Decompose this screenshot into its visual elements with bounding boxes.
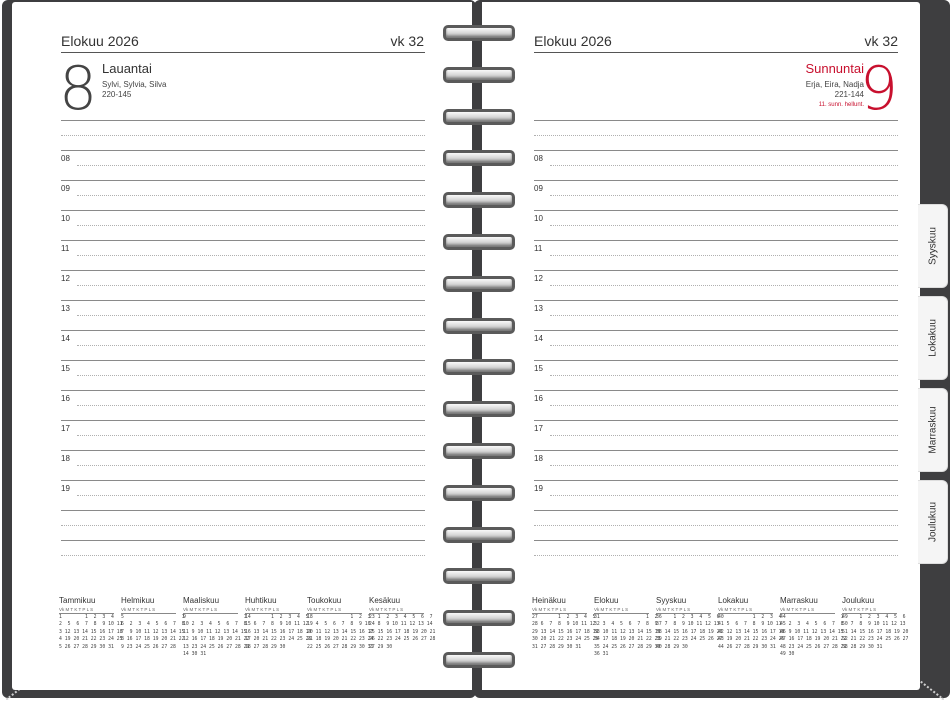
left-month-header: Elokuu 2026 <box>61 33 139 49</box>
note-line <box>534 135 898 136</box>
hour-line <box>61 300 425 301</box>
left-day-number: 8 <box>59 54 98 124</box>
hour-label: 19 <box>534 484 543 493</box>
note-line <box>61 525 425 526</box>
right-day-count: 221-144 <box>834 90 864 99</box>
note-line <box>61 540 425 541</box>
spiral-ring <box>443 234 515 250</box>
note-line <box>534 510 898 511</box>
mini-calendar-weekdays: Vk M T K T P L S <box>307 606 362 614</box>
mini-calendar-weekdays: Vk M T K T P L S <box>59 606 114 614</box>
note-line <box>61 555 425 556</box>
half-hour-line <box>550 315 898 316</box>
spiral-ring <box>443 276 515 292</box>
half-hour-line <box>550 435 898 436</box>
hour-label: 17 <box>61 424 70 433</box>
note-line <box>534 555 898 556</box>
half-hour-line <box>550 285 898 286</box>
hour-line <box>61 210 425 211</box>
half-hour-line <box>77 405 425 406</box>
tab-syyskuu[interactable]: Syyskuu <box>918 204 948 288</box>
half-hour-line <box>550 375 898 376</box>
mini-calendar-days: 18 1 2 3 19 4 5 6 7 8 9 10 20 11 12 13 14 15 16 17 21 18 19 20 21 22 23 24 22 25 26 27 28 29 30 31 <box>307 615 374 650</box>
right-day-number: 9 <box>859 54 898 124</box>
hour-line <box>61 240 425 241</box>
mini-calendar-heinäkuu <box>532 596 599 651</box>
note-line <box>61 510 425 511</box>
left-day-name: Lauantai <box>102 61 152 76</box>
left-page <box>12 2 472 690</box>
hour-line <box>534 240 898 241</box>
mini-calendar-title: Toukokuu <box>307 596 342 605</box>
mini-calendar-title: Elokuu <box>594 596 619 605</box>
mini-calendar-weekdays: Vk M T K T P L S <box>183 606 238 614</box>
hour-line <box>61 180 425 181</box>
hour-line <box>61 150 425 151</box>
hour-line <box>61 330 425 331</box>
hour-line <box>61 360 425 361</box>
right-page <box>482 2 920 690</box>
half-hour-line <box>550 255 898 256</box>
hour-label: 08 <box>61 154 70 163</box>
half-hour-line <box>550 495 898 496</box>
mini-calendar-title: Maaliskuu <box>183 596 220 605</box>
left-day-count: 220-145 <box>102 90 132 99</box>
half-hour-line <box>77 285 425 286</box>
mini-calendar-huhtikuu <box>245 596 312 651</box>
hour-label: 11 <box>61 244 70 253</box>
hour-line <box>61 450 425 451</box>
tab-lokakuu[interactable]: Lokakuu <box>918 296 948 380</box>
mini-calendar-days: 27 1 2 3 4 5 28 6 7 8 9 10 11 12 29 13 14 15 16 17 18 19 30 20 21 22 23 24 25 26 31 27 28 29 30 31 <box>532 615 599 650</box>
hour-line <box>61 270 425 271</box>
spiral-ring <box>443 192 515 208</box>
half-hour-line <box>77 345 425 346</box>
tab-joulukuu[interactable]: Joulukuu <box>918 480 948 564</box>
mini-calendar-syyskuu <box>656 596 723 651</box>
hour-line <box>534 480 898 481</box>
note-line <box>534 120 898 121</box>
right-week-number: vk 32 <box>864 33 898 49</box>
hour-label: 18 <box>534 454 543 463</box>
half-hour-line <box>550 225 898 226</box>
hour-label: 19 <box>61 484 70 493</box>
hour-line <box>61 420 425 421</box>
note-line <box>534 540 898 541</box>
hour-line <box>534 270 898 271</box>
mini-calendar-title: Helmikuu <box>121 596 155 605</box>
hour-line <box>534 210 898 211</box>
spiral-ring <box>443 527 515 543</box>
half-hour-line <box>77 435 425 436</box>
hour-line <box>534 180 898 181</box>
spiral-ring <box>443 150 515 166</box>
mini-calendar-weekdays: Vk M T K T P L S <box>532 606 587 614</box>
half-hour-line <box>77 465 425 466</box>
left-week-number: vk 32 <box>390 33 424 49</box>
hour-line <box>534 420 898 421</box>
half-hour-line <box>77 165 425 166</box>
hour-line <box>534 300 898 301</box>
half-hour-line <box>550 465 898 466</box>
spiral-ring <box>443 568 515 584</box>
hour-label: 12 <box>534 274 543 283</box>
hour-label: 13 <box>61 304 70 313</box>
mini-calendar-days: 36 1 2 3 4 5 6 37 7 8 9 10 11 12 13 38 14 15 16 17 18 19 20 39 21 22 23 24 25 26 27 40 28 29 30 <box>656 615 723 650</box>
half-hour-line <box>77 495 425 496</box>
hour-label: 11 <box>534 244 543 253</box>
spiral-ring <box>443 485 515 501</box>
mini-calendar-weekdays: Vk M T K T P L S <box>245 606 300 614</box>
note-line <box>534 525 898 526</box>
mini-calendar-weekdays: Vk M T K T P L S <box>718 606 773 614</box>
mini-calendar-weekdays: Vk M T K T P L S <box>780 606 835 614</box>
half-hour-line <box>77 255 425 256</box>
mini-calendar-weekdays: Vk M T K T P L S <box>842 606 897 614</box>
half-hour-line <box>550 165 898 166</box>
mini-calendar-tammikuu <box>59 596 123 651</box>
hour-label: 08 <box>534 154 543 163</box>
mini-calendar-joulukuu <box>842 596 909 651</box>
spiral-ring <box>443 109 515 125</box>
note-line <box>61 135 425 136</box>
mini-calendar-weekdays: Vk M T K T P L S <box>121 606 176 614</box>
spiral-ring <box>443 359 515 375</box>
mini-calendar-elokuu <box>594 596 661 658</box>
half-hour-line <box>77 195 425 196</box>
right-month-header: Elokuu 2026 <box>534 33 612 49</box>
spiral-ring <box>443 318 515 334</box>
hour-label: 10 <box>534 214 543 223</box>
mini-calendar-toukokuu <box>307 596 374 651</box>
mini-calendar-weekdays: Vk M T K T P L S <box>594 606 649 614</box>
tab-marraskuu[interactable]: Marraskuu <box>918 388 948 472</box>
spiral-ring <box>443 652 515 668</box>
hour-label: 13 <box>534 304 543 313</box>
half-hour-line <box>550 405 898 406</box>
hour-line <box>61 390 425 391</box>
mini-calendar-title: Kesäkuu <box>369 596 401 605</box>
hour-label: 14 <box>61 334 70 343</box>
left-header-rule <box>61 52 425 53</box>
half-hour-line <box>77 375 425 376</box>
hour-line <box>534 360 898 361</box>
mini-calendar-kesäkuu <box>369 596 436 651</box>
hour-label: 09 <box>534 184 543 193</box>
spiral-ring <box>443 25 515 41</box>
mini-calendar-days: 9 1 10 2 3 4 5 6 7 8 11 9 10 11 12 13 14 15 12 16 17 18 19 20 21 22 13 23 24 25 26 27 28 29 14 30 31 <box>183 615 250 658</box>
half-hour-line <box>77 225 425 226</box>
hour-label: 18 <box>61 454 70 463</box>
right-day-name: Sunnuntai <box>805 61 864 76</box>
hour-label: 16 <box>61 394 70 403</box>
note-line <box>61 120 425 121</box>
right-name-days: Erja, Eira, Nadja <box>805 80 864 89</box>
mini-calendar-title: Syyskuu <box>656 596 687 605</box>
half-hour-line <box>550 195 898 196</box>
mini-calendar-title: Heinäkuu <box>532 596 566 605</box>
hour-label: 17 <box>534 424 543 433</box>
hour-label: 14 <box>534 334 543 343</box>
spiral-ring <box>443 610 515 626</box>
hour-line <box>534 450 898 451</box>
mini-calendar-title: Tammikuu <box>59 596 96 605</box>
mini-calendar-days: 23 1 2 3 4 5 6 7 24 8 9 10 11 12 13 14 25 15 16 17 18 19 20 21 26 22 23 24 25 26 27 28 27 29 30 <box>369 615 436 650</box>
hour-label: 10 <box>61 214 70 223</box>
spiral-ring <box>443 443 515 459</box>
mini-calendar-maaliskuu <box>183 596 250 658</box>
mini-calendar-title: Lokakuu <box>718 596 749 605</box>
mini-calendar-weekdays: Vk M T K T P L S <box>656 606 711 614</box>
left-name-days: Sylvi, Sylvia, Silva <box>102 80 167 89</box>
mini-calendar-days: 44 1 45 2 3 4 5 6 7 8 46 9 10 11 12 13 14 15 47 16 17 18 19 20 21 22 48 23 24 25 26 27 28 29 49 30 <box>780 615 847 658</box>
mini-calendar-helmikuu <box>121 596 185 651</box>
right-header-rule <box>534 52 898 53</box>
hour-line <box>61 480 425 481</box>
hour-label: 16 <box>534 394 543 403</box>
mini-calendar-lokakuu <box>718 596 785 651</box>
half-hour-line <box>550 345 898 346</box>
hour-label: 12 <box>61 274 70 283</box>
mini-calendar-days: 40 1 2 3 4 41 5 6 7 8 9 10 11 42 12 13 14 15 16 17 18 43 19 20 21 22 23 24 25 44 26 27 28 29 30 31 <box>718 615 785 650</box>
hour-label: 15 <box>61 364 70 373</box>
mini-calendar-days: 31 1 2 32 3 4 5 6 7 8 9 33 10 11 12 13 14 15 16 34 17 18 19 20 21 22 23 35 24 25 26 27 28 29 30 36 31 <box>594 615 661 658</box>
half-hour-line <box>77 315 425 316</box>
mini-calendar-title: Marraskuu <box>780 596 818 605</box>
mini-calendar-marraskuu <box>780 596 847 658</box>
hour-line <box>534 390 898 391</box>
mini-calendar-weekdays: Vk M T K T P L S <box>369 606 424 614</box>
mini-calendar-title: Huhtikuu <box>245 596 277 605</box>
mini-calendar-title: Joulukuu <box>842 596 875 605</box>
mini-calendar-days: 1 1 2 3 4 2 5 6 7 8 9 10 11 3 12 13 14 15 16 17 18 4 19 20 21 22 23 24 25 5 26 27 28 29 30 31 <box>59 615 123 650</box>
hour-line <box>534 330 898 331</box>
spiral-ring <box>443 67 515 83</box>
mini-calendar-days: 49 1 2 3 4 5 6 50 7 8 9 10 11 12 13 51 14 15 16 17 18 19 20 52 21 22 23 24 25 26 27 53 28 29 30 31 <box>842 615 909 650</box>
right-sunday-note: 11. sunn. hellunt. <box>818 102 864 108</box>
hour-label: 15 <box>534 364 543 373</box>
mini-calendar-days: 5 1 6 2 3 4 5 6 7 8 7 9 10 11 12 13 14 15 8 16 17 18 19 20 21 22 9 23 24 25 26 27 28 <box>121 615 185 650</box>
mini-calendar-days: 14 1 2 3 4 5 15 6 7 8 9 10 11 12 16 13 14 15 16 17 18 19 17 20 21 22 23 24 25 26 18 27 28 29 30 <box>245 615 312 650</box>
hour-label: 09 <box>61 184 70 193</box>
hour-line <box>534 150 898 151</box>
spiral-ring <box>443 401 515 417</box>
